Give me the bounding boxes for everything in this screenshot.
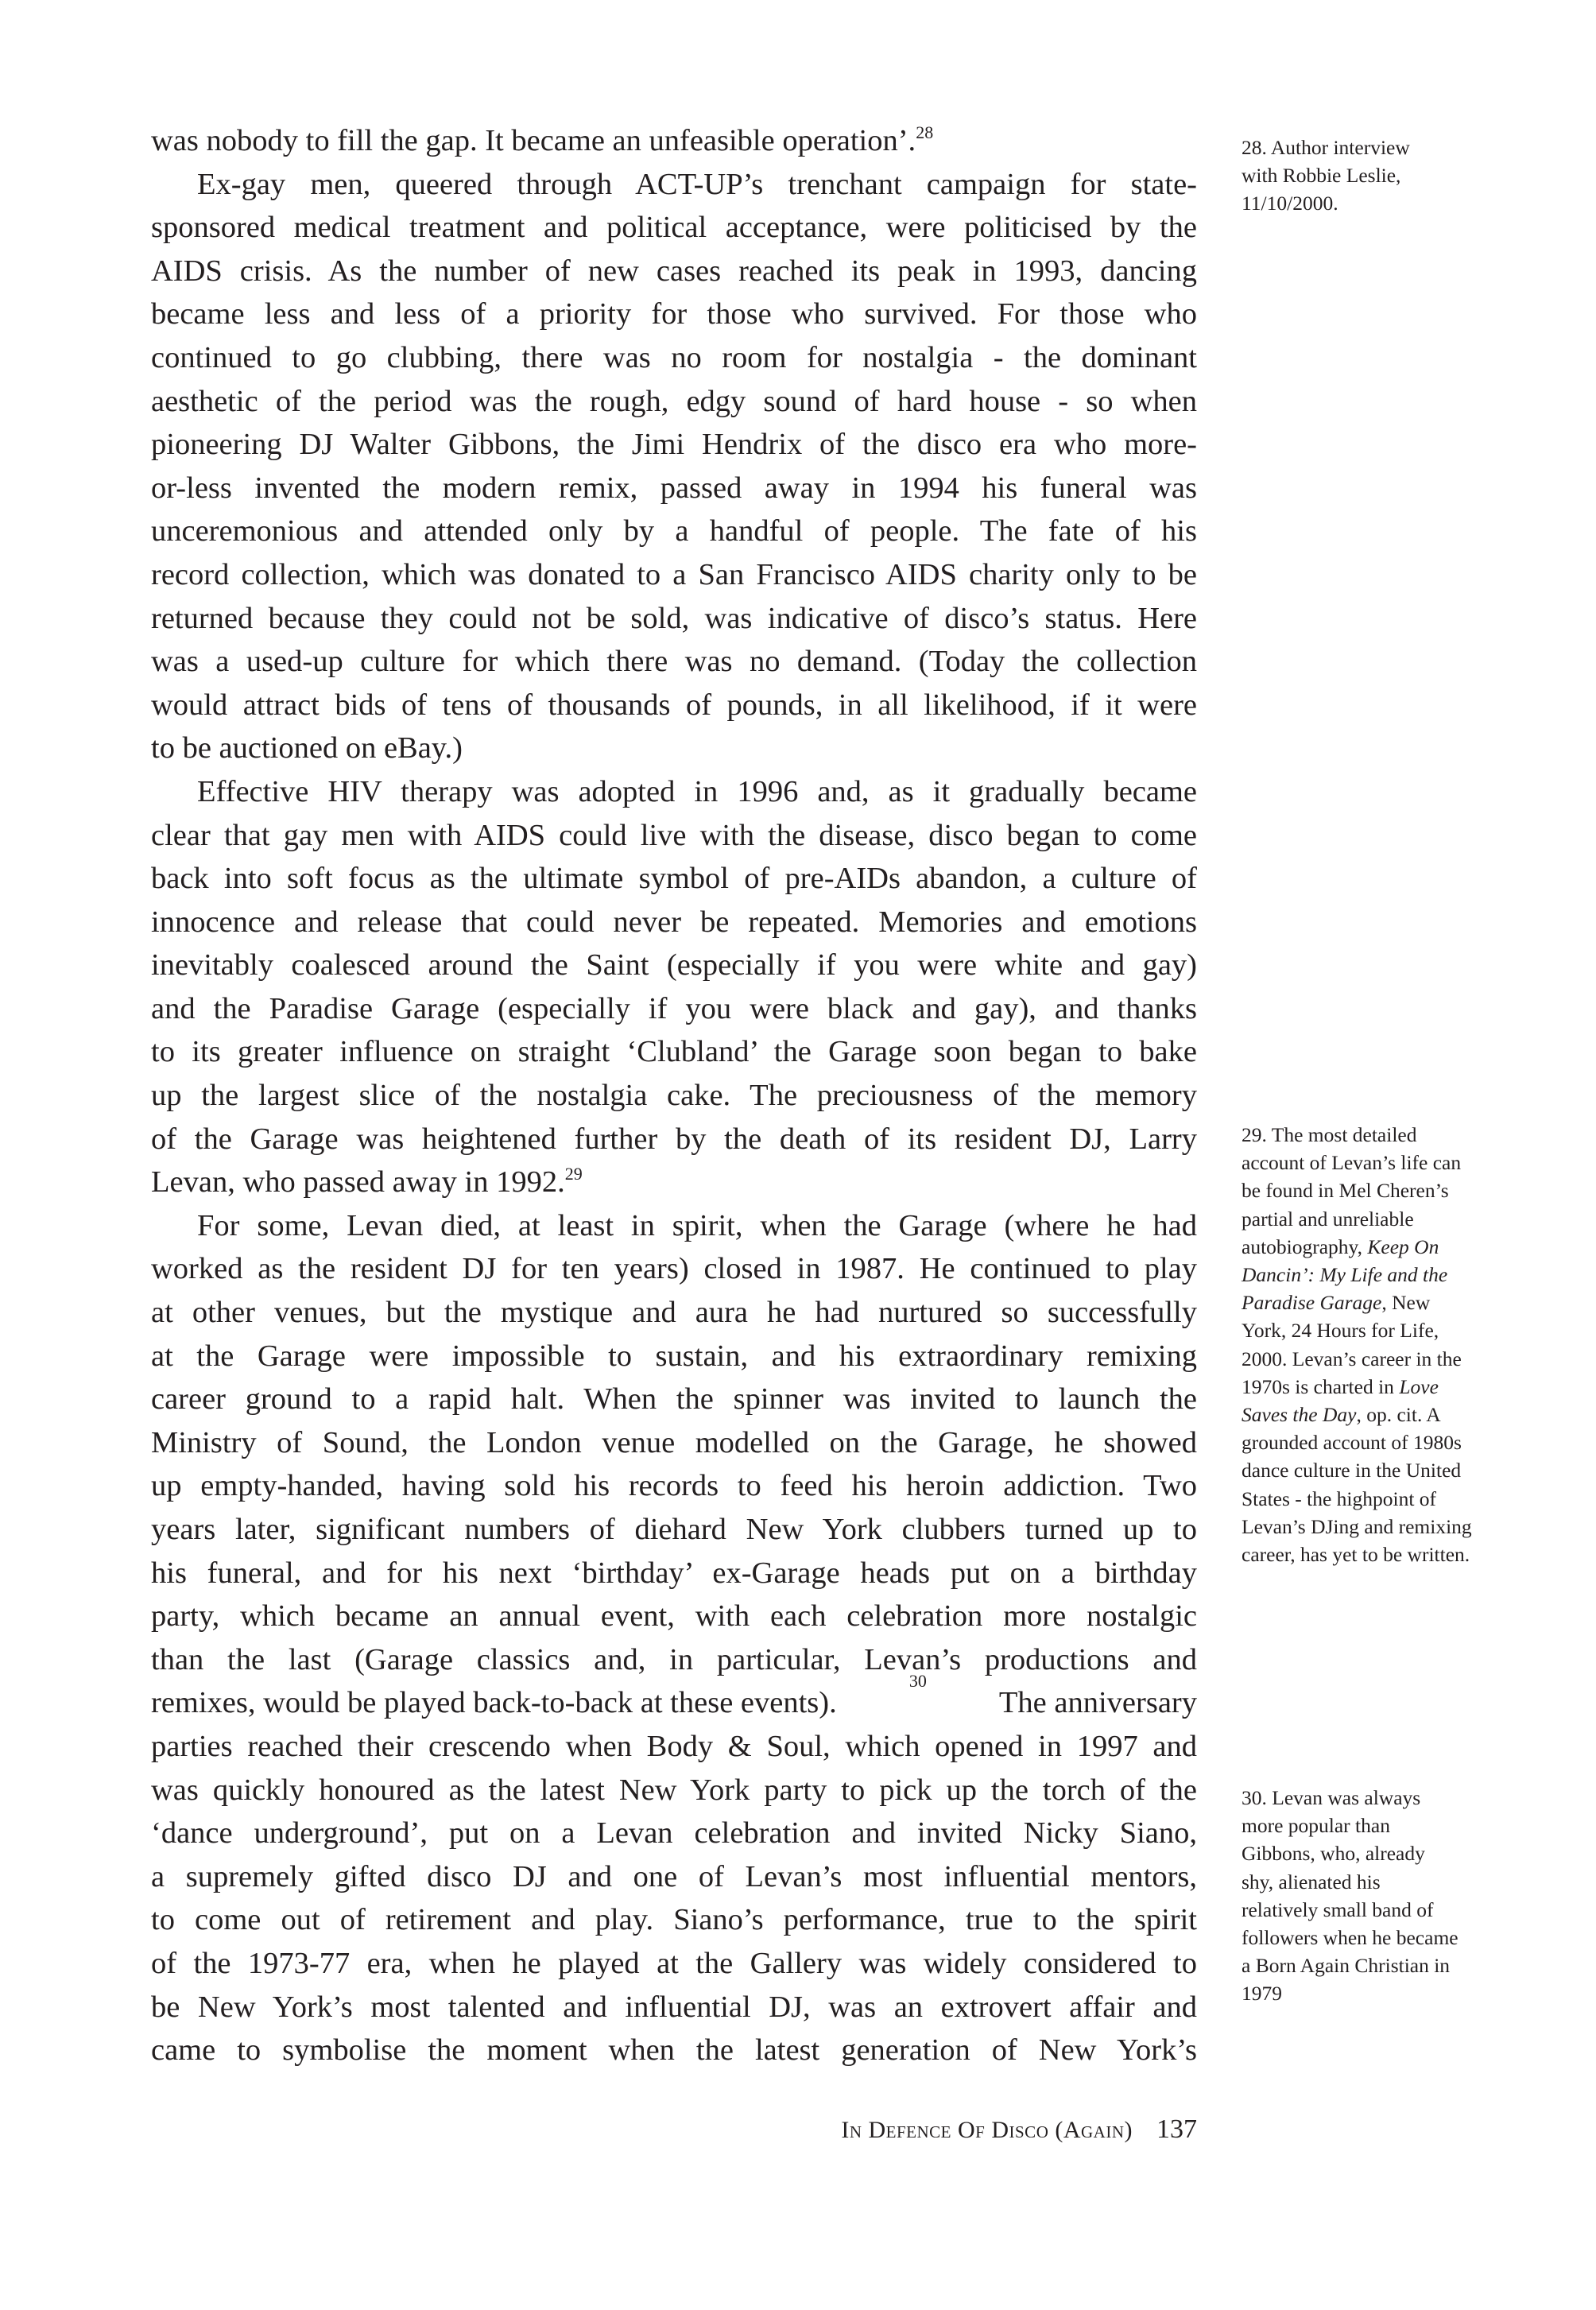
text-line bbox=[151, 1671, 1197, 1725]
text-line-content: to be auctioned on eBay.) bbox=[151, 731, 463, 765]
text-line-content: to come out of retirement and play. Siano’s performance, true to the spirit bbox=[151, 1903, 1197, 1937]
text-line bbox=[151, 640, 1197, 684]
text-line-content: worked as the resident DJ for ten years) closed in 1987. He continued to play bbox=[151, 1252, 1197, 1286]
footnote-text: 29. The most detailed account of Levan’s life can be found in Mel Cheren’s partial and unreliable autobiography, bbox=[1242, 1123, 1462, 1258]
text-line bbox=[151, 901, 1197, 944]
page-footer bbox=[715, 2114, 1197, 2145]
text-line bbox=[151, 1855, 1197, 1899]
main-text bbox=[151, 119, 1197, 2072]
text-line bbox=[151, 814, 1197, 858]
text-line-content: pioneering DJ Walter Gibbons, the Jimi Hendrix of the disco era who more- bbox=[151, 428, 1197, 462]
text-line bbox=[151, 1335, 1197, 1378]
footnote-30 bbox=[1242, 1784, 1460, 2008]
text-line-content: years later, significant numbers of diehard New York clubbers turned up to bbox=[151, 1513, 1197, 1546]
text-line-content: sponsored medical treatment and political acceptance, were politicised by the bbox=[151, 211, 1197, 245]
footnote-28 bbox=[1242, 134, 1480, 218]
text-line bbox=[151, 1161, 1197, 1204]
text-line bbox=[151, 553, 1197, 597]
text-line bbox=[151, 250, 1197, 293]
text-line-content: back into soft focus as the ultimate symbol of pre-AIDs abandon, a culture of bbox=[151, 862, 1197, 896]
text-line-content: aesthetic of the period was the rough, edgy sound of hard house - so when bbox=[151, 384, 1197, 418]
text-line bbox=[151, 1204, 1197, 1248]
text-line-content: career ground to a rapid halt. When the spinner was invited to launch the bbox=[151, 1382, 1197, 1417]
text-line-content: inevitably coalesced around the Saint (especially if you were white and gay) bbox=[151, 948, 1197, 983]
text-line-content: innocence and release that could never be repeated. Memories and emotions bbox=[151, 905, 1197, 939]
text-line-content: at the Garage were impossible to sustain, and his extraordinary remixing bbox=[151, 1339, 1197, 1373]
book-title: Keep On Dancin’: My Life and the Paradise Garage bbox=[1242, 1234, 1448, 1315]
text-line-content: Ex-gay men, queered through ACT-UP’s trenchant campaign for state- bbox=[197, 167, 1197, 201]
text-line bbox=[151, 1074, 1197, 1118]
book-title: Love Saves the Day bbox=[1242, 1374, 1439, 1427]
footnote-text: , op. cit. A grounded account of 1980s dance culture in the United States - the highpoint of Levan’s DJing and remixing career, has yet to be written. bbox=[1242, 1403, 1472, 1567]
text-line-content: remixes, would be played back-to-back at these events). bbox=[151, 1686, 837, 1720]
text-line-content: was a used-up culture for which there was no demand. (Today the collection bbox=[151, 645, 1197, 679]
text-line-content: would attract bids of tens of thousands of pounds, in all likelihood, if it were bbox=[151, 688, 1197, 722]
text-line bbox=[151, 944, 1197, 987]
running-head: In Defence Of Disco (Again) bbox=[841, 2117, 1133, 2143]
text-line-content: up empty-handed, having sold his records to feed his heroin addiction. Two bbox=[151, 1469, 1197, 1503]
text-line bbox=[151, 2029, 1197, 2072]
text-line bbox=[151, 1986, 1197, 2029]
footnote-line: 28. Author interview bbox=[1242, 136, 1410, 159]
text-line bbox=[151, 1247, 1197, 1291]
text-line bbox=[151, 684, 1197, 727]
text-line bbox=[151, 597, 1197, 641]
text-line bbox=[151, 1812, 1197, 1855]
footnote-marker: 29 bbox=[564, 1164, 583, 1184]
text-line-content: parties reached their crescendo when Body & Soul, which opened in 1997 and bbox=[151, 1729, 1197, 1763]
text-line bbox=[151, 770, 1197, 814]
footnote-line: 11/10/2000. bbox=[1242, 192, 1338, 215]
text-line-content: ‘dance underground’, put on a Levan celebration and invited Nicky Siano, bbox=[151, 1816, 1197, 1851]
text-line bbox=[151, 1030, 1197, 1074]
text-line-content: For some, Levan died, at least in spirit, when the Garage (where he had bbox=[197, 1208, 1197, 1242]
page-number: 137 bbox=[1156, 2114, 1197, 2144]
text-line-content: a supremely gifted disco DJ and one of Levan’s most influential mentors, bbox=[151, 1859, 1197, 1893]
text-line-content: continued to go clubbing, there was no room for nostalgia - the dominant bbox=[151, 340, 1197, 374]
text-line bbox=[151, 206, 1197, 250]
text-line bbox=[151, 119, 1197, 163]
text-line-content: record collection, which was donated to a San Francisco AIDS charity only to be bbox=[151, 557, 1197, 591]
footnote-text: 30. Levan was always more popular than Gibbons, who, already shy, alienated his relatively small band of followers when he became a Born Again Christian in 1979 bbox=[1242, 1786, 1458, 2006]
footnote-marker: 30 bbox=[908, 1671, 927, 1692]
text-line-content: unceremonious and attended only by a handful of people. The fate of his bbox=[151, 514, 1197, 548]
text-line-content: his funeral, and for his next ‘birthday’ ex-Garage heads put on a birthday bbox=[151, 1556, 1197, 1590]
text-line bbox=[151, 1942, 1197, 1986]
text-line-content: up the largest slice of the nostalgia cake. The preciousness of the memory bbox=[151, 1079, 1197, 1113]
text-line-content: than the last (Garage classics and, in particular, Levan’s productions and bbox=[151, 1642, 1197, 1676]
text-line bbox=[151, 423, 1197, 467]
footnote-line: with Robbie Leslie, bbox=[1242, 164, 1401, 188]
text-line-content: The anniversary bbox=[998, 1686, 1197, 1720]
text-line-content: became less and less of a priority for those who survived. For those who bbox=[151, 297, 1197, 331]
footnote-marker: 28 bbox=[916, 122, 934, 142]
text-line-content: to its greater influence on straight ‘Clubland’ the Garage soon began to bake bbox=[151, 1035, 1197, 1069]
text-line bbox=[151, 1725, 1197, 1769]
text-line bbox=[151, 1769, 1197, 1812]
text-line bbox=[151, 1291, 1197, 1335]
text-line bbox=[151, 1552, 1197, 1595]
text-line bbox=[151, 857, 1197, 901]
text-line bbox=[151, 1638, 1197, 1682]
text-line-content: AIDS crisis. As the number of new cases reached its peak in 1993, dancing bbox=[151, 254, 1197, 288]
text-line bbox=[151, 163, 1197, 207]
text-line bbox=[151, 987, 1197, 1031]
text-line-content: and the Paradise Garage (especially if you were black and gay), and thanks bbox=[151, 991, 1197, 1025]
text-line bbox=[151, 1898, 1197, 1942]
text-line-content: came to symbolise the moment when the latest generation of New York’s bbox=[151, 2033, 1197, 2068]
text-line bbox=[151, 336, 1197, 380]
text-line-content: Ministry of Sound, the London venue modelled on the Garage, he showed bbox=[151, 1425, 1197, 1459]
text-line-content: Levan, who passed away in 1992. bbox=[151, 1165, 565, 1200]
text-line bbox=[151, 1118, 1197, 1161]
footnote-text: , New York, 24 Hours for Life, 2000. Levan’s career in the 1970s is charted in bbox=[1242, 1291, 1462, 1398]
text-line bbox=[151, 1464, 1197, 1508]
text-line-content: was quickly honoured as the latest New York party to pick up the torch of the bbox=[151, 1773, 1197, 1807]
text-line bbox=[151, 1378, 1197, 1421]
text-line-content: was nobody to fill the gap. It became an unfeasible operation’. bbox=[151, 124, 916, 157]
text-line-content: or-less invented the modern remix, passed away in 1994 his funeral was bbox=[151, 471, 1197, 505]
text-line-content: clear that gay men with AIDS could live with the disease, disco began to come bbox=[151, 818, 1197, 852]
text-line bbox=[151, 510, 1197, 553]
text-line bbox=[151, 1508, 1197, 1552]
text-line bbox=[151, 467, 1197, 510]
text-line-content: at other venues, but the mystique and aura he had nurtured so successfully bbox=[151, 1296, 1197, 1330]
text-line-content: party, which became an annual event, with each celebration more nostalgic bbox=[151, 1599, 1197, 1634]
text-line bbox=[151, 380, 1197, 424]
text-line-content: of the 1973-77 era, when he played at the Gallery was widely considered to bbox=[151, 1946, 1197, 1980]
footnote-29 bbox=[1242, 1121, 1472, 1568]
text-line bbox=[151, 293, 1197, 336]
text-line bbox=[151, 1595, 1197, 1638]
text-line-content: be New York’s most talented and influential DJ, was an extrovert affair and bbox=[151, 1990, 1197, 2024]
text-line-content: of the Garage was heightened further by the death of its resident DJ, Larry bbox=[151, 1122, 1197, 1156]
text-line-content: Effective HIV therapy was adopted in 1996 and, as it gradually became bbox=[197, 774, 1197, 808]
text-line-content: returned because they could not be sold, was indicative of disco’s status. Here bbox=[151, 601, 1197, 635]
text-line bbox=[151, 1421, 1197, 1465]
text-line bbox=[151, 727, 1197, 770]
